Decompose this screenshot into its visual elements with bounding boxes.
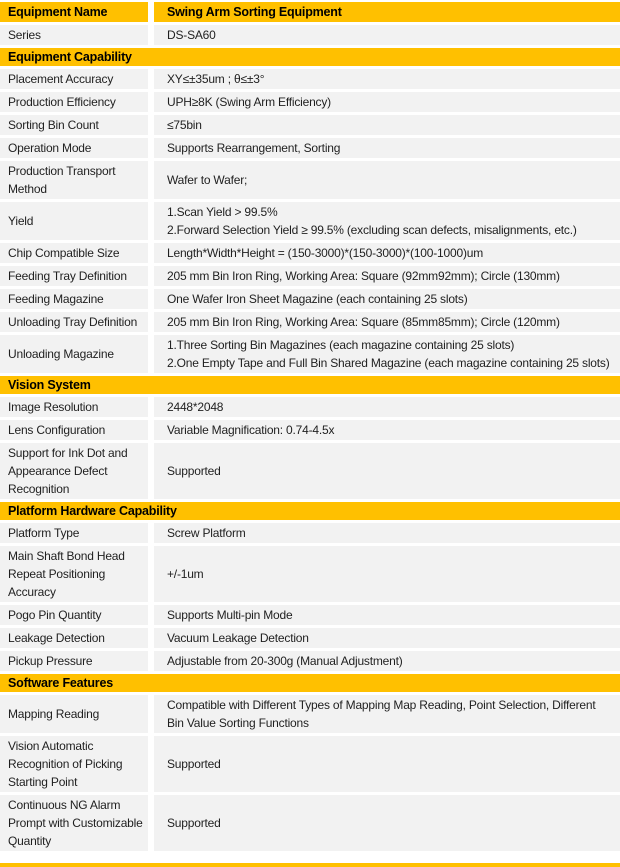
value-line: DS-SA60 [167, 28, 216, 42]
row-value-lines [167, 629, 612, 647]
value-line: One Wafer Iron Sheet Magazine (each containing 25 slots) [167, 292, 468, 306]
row-label: Pogo Pin Quantity [0, 605, 148, 625]
spec-row [0, 115, 620, 135]
value-line: XY≤±35um ; θ≤±3° [167, 72, 265, 86]
value-line: 205 mm Bin Iron Ring, Working Area: Square (92mm92mm); Circle (130mm) [167, 269, 560, 283]
value-line: +/-1um [167, 567, 204, 581]
row-value-lines [167, 606, 612, 624]
row-value [154, 92, 620, 112]
section-title: Software Features [8, 676, 113, 690]
row-label: Operation Mode [0, 138, 148, 158]
row-label: Placement Accuracy [0, 69, 148, 89]
value-line: Supports Multi-pin Mode [167, 608, 293, 622]
row-value-lines [167, 336, 612, 372]
section-header [0, 502, 620, 520]
value-line: Supported [167, 816, 221, 830]
spec-row [0, 546, 620, 602]
spec-row [0, 138, 620, 158]
equipment-name-label: Equipment Name [0, 2, 148, 22]
row-label: Yield [0, 202, 148, 240]
section-header [0, 48, 620, 66]
row-label: Support for Ink Dot and Appearance Defect Recognition [0, 443, 148, 499]
spec-row [0, 243, 620, 263]
row-label: Image Resolution [0, 397, 148, 417]
row-label: Feeding Tray Definition [0, 266, 148, 286]
row-value-lines [167, 696, 612, 732]
spec-row [0, 795, 620, 851]
spec-row [0, 69, 620, 89]
section-title: Equipment Capability [8, 50, 132, 64]
section-header [0, 376, 620, 394]
row-value [154, 161, 620, 199]
row-value-lines [167, 267, 612, 285]
value-line: Variable Magnification: 0.74-4.5x [167, 423, 335, 437]
spec-row [0, 202, 620, 240]
row-value-lines [167, 244, 612, 262]
row-value-lines [167, 93, 612, 111]
row-value [154, 523, 620, 543]
row-label: Vision Automatic Recognition of Picking Starting Point [0, 736, 148, 792]
row-value-lines [167, 462, 612, 480]
spec-row [0, 312, 620, 332]
row-value-lines [167, 203, 612, 239]
spec-row [0, 397, 620, 417]
row-label: Series [0, 25, 148, 45]
row-value [154, 335, 620, 373]
row-value [154, 420, 620, 440]
spec-row [0, 92, 620, 112]
row-value-lines [167, 70, 612, 88]
section-title: Platform Hardware Capability [8, 504, 177, 518]
row-label: Unloading Magazine [0, 335, 148, 373]
section-title: Vision System [8, 378, 91, 392]
row-value [154, 546, 620, 602]
row-label: Feeding Magazine [0, 289, 148, 309]
row-value-lines [167, 565, 612, 583]
row-value-lines [167, 139, 612, 157]
value-line: ≤75bin [167, 118, 202, 132]
row-value-lines [167, 26, 612, 44]
row-value-lines [167, 313, 612, 331]
row-value [154, 138, 620, 158]
row-label: Production Efficiency [0, 92, 148, 112]
row-value-lines [167, 814, 612, 832]
spec-rows [0, 25, 620, 851]
row-value-lines [167, 116, 612, 134]
row-value [154, 266, 620, 286]
value-line: 1.Three Sorting Bin Magazines (each magazine containing 25 slots) [167, 338, 515, 352]
row-value [154, 605, 620, 625]
spec-row [0, 443, 620, 499]
row-value-lines [167, 290, 612, 308]
value-line: Supports Rearrangement, Sorting [167, 141, 341, 155]
row-label: Chip Compatible Size [0, 243, 148, 263]
value-line: UPH≥8K (Swing Arm Efficiency) [167, 95, 331, 109]
value-line: 2448*2048 [167, 400, 224, 414]
row-value [154, 202, 620, 240]
row-value-lines [167, 524, 612, 542]
row-value [154, 243, 620, 263]
row-label: Pickup Pressure [0, 651, 148, 671]
value-line: 2.One Empty Tape and Full Bin Shared Magazine (each magazine containing 25 slots) [167, 356, 610, 370]
row-value [154, 628, 620, 648]
row-label: Leakage Detection [0, 628, 148, 648]
row-label: Main Shaft Bond Head Repeat Positioning Accuracy [0, 546, 148, 602]
value-line: Compatible with Different Types of Mapping Map Reading, Point Selection, Different Bin Value Sorting Functions [167, 698, 596, 730]
row-value [154, 397, 620, 417]
spec-row [0, 25, 620, 45]
row-label: Continuous NG Alarm Prompt with Customizable Quantity [0, 795, 148, 851]
next-section-strip [0, 863, 620, 867]
spec-row [0, 605, 620, 625]
row-value-lines [167, 652, 612, 670]
spec-row [0, 736, 620, 792]
value-line: 205 mm Bin Iron Ring, Working Area: Square (85mm85mm); Circle (120mm) [167, 315, 560, 329]
row-value [154, 736, 620, 792]
equipment-name-row [0, 2, 620, 22]
row-value [154, 695, 620, 733]
row-label: Sorting Bin Count [0, 115, 148, 135]
row-value-lines [167, 171, 612, 189]
value-line: Wafer to Wafer; [167, 173, 248, 187]
value-line: Screw Platform [167, 526, 246, 540]
value-line: Adjustable from 20-300g (Manual Adjustment) [167, 654, 403, 668]
equipment-name-value: Swing Arm Sorting Equipment [154, 2, 620, 22]
spec-row [0, 628, 620, 648]
row-label: Production Transport Method [0, 161, 148, 199]
row-value [154, 25, 620, 45]
row-value [154, 115, 620, 135]
spec-row [0, 695, 620, 733]
row-label: Platform Type [0, 523, 148, 543]
spec-row [0, 420, 620, 440]
spec-row [0, 266, 620, 286]
row-value [154, 289, 620, 309]
row-value [154, 443, 620, 499]
row-value [154, 651, 620, 671]
value-line: Length*Width*Height = (150-3000)*(150-3000)*(100-1000)um [167, 246, 484, 260]
spec-row [0, 651, 620, 671]
row-value-lines [167, 398, 612, 416]
row-label: Mapping Reading [0, 695, 148, 733]
value-line: 2.Forward Selection Yield ≥ 99.5% (excluding scan defects, misalignments, etc.) [167, 223, 577, 237]
value-line: Supported [167, 757, 221, 771]
row-label: Lens Configuration [0, 420, 148, 440]
row-value-lines [167, 421, 612, 439]
spec-row [0, 523, 620, 543]
spec-row [0, 335, 620, 373]
row-label: Unloading Tray Definition [0, 312, 148, 332]
row-value-lines [167, 755, 612, 773]
section-header [0, 674, 620, 692]
row-value [154, 69, 620, 89]
row-value [154, 795, 620, 851]
row-value [154, 312, 620, 332]
value-line: Supported [167, 464, 221, 478]
spec-row [0, 161, 620, 199]
value-line: 1.Scan Yield > 99.5% [167, 205, 278, 219]
spec-row [0, 289, 620, 309]
value-line: Vacuum Leakage Detection [167, 631, 309, 645]
